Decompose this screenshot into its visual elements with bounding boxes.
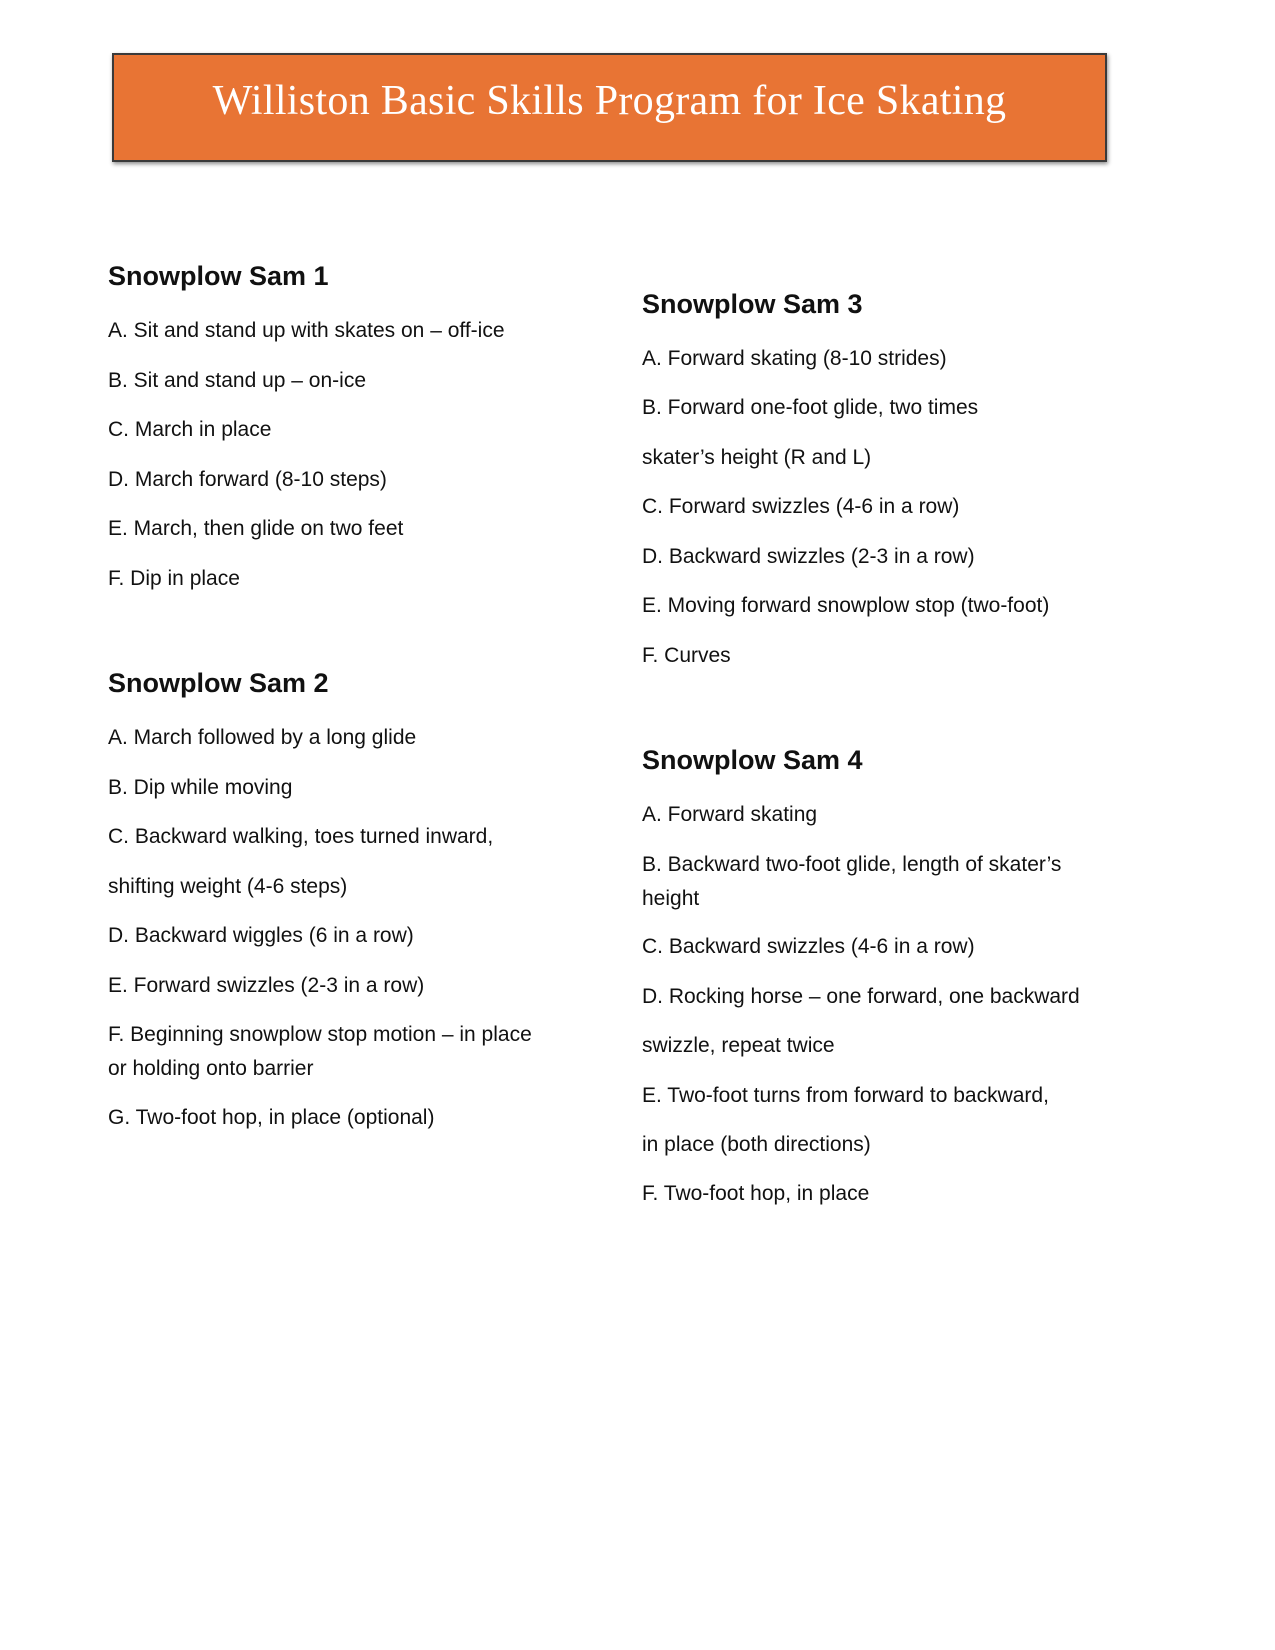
skill-item-line: A. Sit and stand up with skates on – off-ice [108,319,505,342]
skill-item-line: F. Beginning snowplow stop motion – in place [108,1023,532,1046]
skill-item [642,1177,869,1211]
skill-item-line: B. Sit and stand up – on-ice [108,369,366,392]
skill-item [108,463,387,497]
skill-item-line: height [642,887,700,910]
skill-item [642,342,947,376]
skill-item [642,1029,835,1063]
section-heading: Snowplow Sam 2 [108,668,329,698]
skill-item [108,820,493,854]
skill-item [642,441,871,475]
skill-item-line: C. Backward walking, toes turned inward, [108,825,494,848]
skill-item [642,1079,1049,1113]
skill-item [642,980,1080,1014]
skill-item [642,848,1061,916]
skill-item [642,540,975,574]
skill-item [108,870,347,904]
skill-item-line: E. Moving forward snowplow stop (two-foot) [642,594,1050,617]
skill-item-line: G. Two-foot hop, in place (optional) [108,1106,435,1129]
skill-item-line: D. Backward swizzles (2-3 in a row) [642,545,975,568]
skill-item-line: A. March followed by a long glide [108,726,417,749]
skill-item-line: C. March in place [108,418,272,441]
skill-item-line: B. Dip while moving [108,776,293,799]
skill-item-line: F. Two-foot hop, in place [642,1182,870,1205]
skill-item [108,1101,434,1135]
skill-item-line: D. Backward wiggles (6 in a row) [108,924,414,947]
skill-item [108,919,414,953]
skill-item [108,771,292,805]
skill-item [642,930,975,964]
skill-item [108,512,403,546]
skill-item [642,589,1049,623]
skill-item-line: A. Forward skating [642,803,818,826]
skill-item [642,391,978,425]
skill-item-line: F. Curves [642,644,731,667]
skill-item-line: E. Forward swizzles (2-3 in a row) [108,974,425,997]
skill-item [108,413,271,447]
skill-item-line: shifting weight (4-6 steps) [108,875,348,898]
skill-item-line: E. Two-foot turns from forward to backward, [642,1084,1049,1107]
skill-item-line: B. Forward one-foot glide, two times [642,396,979,419]
skill-item-line: skater’s height (R and L) [642,446,872,469]
skill-item-line: in place (both directions) [642,1133,871,1156]
skill-item-line: A. Forward skating (8-10 strides) [642,347,947,370]
skill-item-line: E. March, then glide on two feet [108,517,404,540]
skill-item [642,798,817,832]
skill-item [642,490,959,524]
skill-item [108,969,424,1003]
skill-item-line: C. Backward swizzles (4-6 in a row) [642,935,975,958]
skill-item-line: swizzle, repeat twice [642,1034,835,1057]
section-heading: Snowplow Sam 3 [642,289,863,319]
skill-item-line: B. Backward two-foot glide, length of skater’s [642,853,1062,876]
section-heading: Snowplow Sam 1 [108,261,329,291]
skill-item-line: C. Forward swizzles (4-6 in a row) [642,495,960,518]
skill-item [108,721,416,755]
skill-item [642,639,731,673]
title-banner [112,53,1107,162]
skill-item [108,562,240,596]
skill-item-line: or holding onto barrier [108,1057,314,1080]
skill-item [108,314,505,348]
skill-item-line: D. March forward (8-10 steps) [108,468,387,491]
skill-item [108,364,366,398]
skill-item [642,1128,871,1162]
skill-item-line: F. Dip in place [108,567,240,590]
document-title: Williston Basic Skills Program for Ice Skating [212,78,1007,124]
skill-item-line: D. Rocking horse – one forward, one backward [642,985,1080,1008]
skill-item [108,1018,532,1086]
section-heading: Snowplow Sam 4 [642,745,863,775]
